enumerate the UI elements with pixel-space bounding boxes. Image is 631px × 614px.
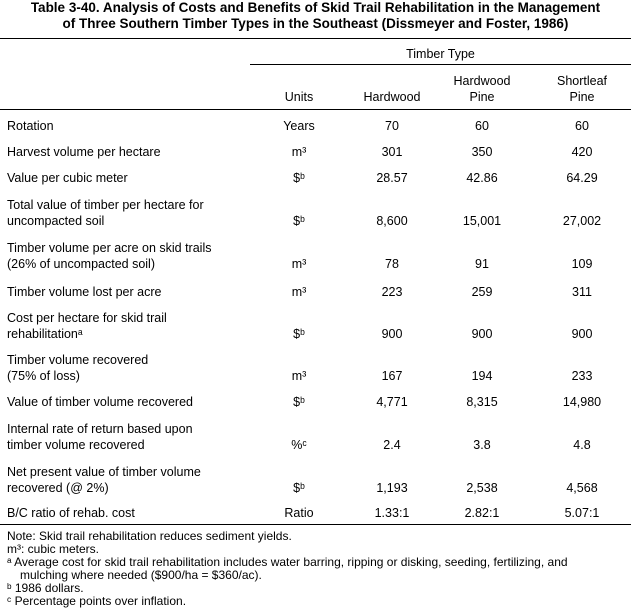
cell-shortleaf-pine: 14,980 — [562, 395, 602, 409]
row-label — [7, 421, 193, 453]
note-line: m³: cubic meters. — [7, 542, 100, 556]
row-label-line: Timber volume lost per acre — [7, 285, 162, 299]
row-label — [7, 464, 201, 496]
cell-hardwood-pine: 2.82:1 — [464, 506, 500, 520]
cell-hardwood: 8,600 — [376, 214, 408, 228]
title-line-2: of Three Southern Timber Types in the Southeast (Dissmeyer and Foster, 1986) — [62, 16, 569, 31]
cell-hardwood-pine: 3.8 — [473, 438, 491, 452]
group-header-timber-type: Timber Type — [406, 47, 475, 61]
cell-hardwood: 70 — [385, 119, 399, 133]
row-label-line: (26% of uncompacted soil) — [7, 257, 155, 271]
header-shortleaf-pine: Shortleaf Pine — [556, 74, 608, 104]
cell-hardwood: 900 — [381, 327, 403, 341]
row-label — [7, 352, 148, 384]
row-label-line: recovered (@ 2%) — [7, 481, 109, 495]
row-label — [7, 284, 161, 300]
cell-shortleaf-pine: 5.07:1 — [564, 506, 600, 520]
cell-units: $ᵇ — [293, 171, 305, 185]
row-label-line: B/C ratio of rehab. cost — [7, 506, 135, 520]
row-label-line: Net present value of timber volume — [7, 465, 201, 479]
header-hardwood: Hardwood — [363, 90, 421, 104]
cell-hardwood: 78 — [385, 257, 399, 271]
row-label-line: Rotation — [7, 119, 54, 133]
row-label-line: timber volume recovered — [7, 438, 145, 452]
row-label — [7, 197, 204, 229]
cell-hardwood-pine: 15,001 — [462, 214, 502, 228]
row-label-line: (75% of loss) — [7, 369, 80, 383]
header-hardwood-pine: Hardwood Pine — [453, 74, 511, 104]
cell-shortleaf-pine: 233 — [571, 369, 593, 383]
note-line: ᵇ 1986 dollars. — [7, 581, 84, 595]
row-label-line: Cost per hectare for skid trail — [7, 311, 167, 325]
cell-hardwood-pine: 8,315 — [466, 395, 498, 409]
row-label — [7, 240, 211, 272]
row-label-line: uncompacted soil — [7, 214, 105, 228]
header-units: Units — [284, 90, 314, 104]
cell-units: Ratio — [284, 506, 314, 520]
cell-hardwood: 223 — [381, 285, 403, 299]
cell-hardwood-pine: 194 — [471, 369, 493, 383]
cell-shortleaf-pine: 420 — [571, 145, 593, 159]
cell-shortleaf-pine: 64.29 — [566, 171, 598, 185]
cell-hardwood-pine: 2,538 — [466, 481, 498, 495]
row-label — [7, 310, 167, 342]
cell-shortleaf-pine: 4.8 — [573, 438, 591, 452]
row-label-line: Internal rate of return based upon — [7, 422, 193, 436]
cell-hardwood: 2.4 — [383, 438, 401, 452]
note-line: mulching where needed ($900/ha = $360/ac). — [20, 568, 262, 582]
cell-hardwood: 167 — [381, 369, 403, 383]
cell-hardwood: 28.57 — [376, 171, 408, 185]
note-line: ᶜ Percentage points over inflation. — [7, 594, 187, 608]
note-line: Note: Skid trail rehabilitation reduces sediment yields. — [7, 529, 292, 543]
row-label — [7, 505, 135, 521]
header-rule — [0, 109, 631, 110]
cell-shortleaf-pine: 4,568 — [566, 481, 598, 495]
cell-hardwood-pine: 91 — [475, 257, 489, 271]
cell-shortleaf-pine: 60 — [575, 119, 589, 133]
row-label-line: Value of timber volume recovered — [7, 395, 193, 409]
cell-shortleaf-pine: 900 — [571, 327, 593, 341]
cell-hardwood-pine: 900 — [471, 327, 493, 341]
cell-hardwood-pine: 60 — [475, 119, 489, 133]
row-label-line: Timber volume per acre on skid trails — [7, 241, 212, 255]
cell-hardwood: 1.33:1 — [374, 506, 410, 520]
row-label — [7, 118, 54, 134]
cell-hardwood-pine: 259 — [471, 285, 493, 299]
row-label-line: Value per cubic meter — [7, 171, 128, 185]
cell-units: m³ — [291, 369, 307, 383]
cell-units: Years — [283, 119, 315, 133]
row-label — [7, 394, 193, 410]
cell-shortleaf-pine: 311 — [572, 285, 592, 299]
row-label — [7, 170, 128, 186]
cell-hardwood: 301 — [381, 145, 403, 159]
cell-units: %ᶜ — [291, 438, 307, 452]
cell-units: $ᵇ — [293, 327, 305, 341]
cell-units: m³ — [291, 257, 307, 271]
cell-units: $ᵇ — [293, 481, 305, 495]
title-line-1: Table 3-40. Analysis of Costs and Benefits of Skid Trail Rehabilitation in the Management — [30, 0, 601, 15]
cell-units: m³ — [291, 145, 307, 159]
cell-shortleaf-pine: 109 — [571, 257, 593, 271]
top-rule — [0, 38, 631, 39]
cell-shortleaf-pine: 27,002 — [562, 214, 602, 228]
table-title — [0, 0, 631, 32]
cell-hardwood: 4,771 — [376, 395, 408, 409]
cell-hardwood-pine: 42.86 — [466, 171, 498, 185]
cell-hardwood: 1,193 — [376, 481, 408, 495]
row-label-line: Total value of timber per hectare for — [7, 198, 204, 212]
bottom-rule — [0, 524, 631, 525]
cell-units: m³ — [291, 285, 307, 299]
row-label-line: Timber volume recovered — [7, 353, 149, 367]
row-label-line: rehabilitationᵃ — [7, 327, 83, 341]
cell-units: $ᵇ — [293, 214, 305, 228]
group-header-rule — [250, 64, 631, 65]
cell-units: $ᵇ — [293, 395, 305, 409]
table-notes — [7, 530, 627, 608]
row-label — [7, 144, 161, 160]
cell-hardwood-pine: 350 — [471, 145, 493, 159]
note-line: ᵃ Average cost for skid trail rehabilitation includes water barring, ripping or disking, seeding, fertilizing, and — [7, 555, 568, 569]
row-label-line: Harvest volume per hectare — [7, 145, 161, 159]
